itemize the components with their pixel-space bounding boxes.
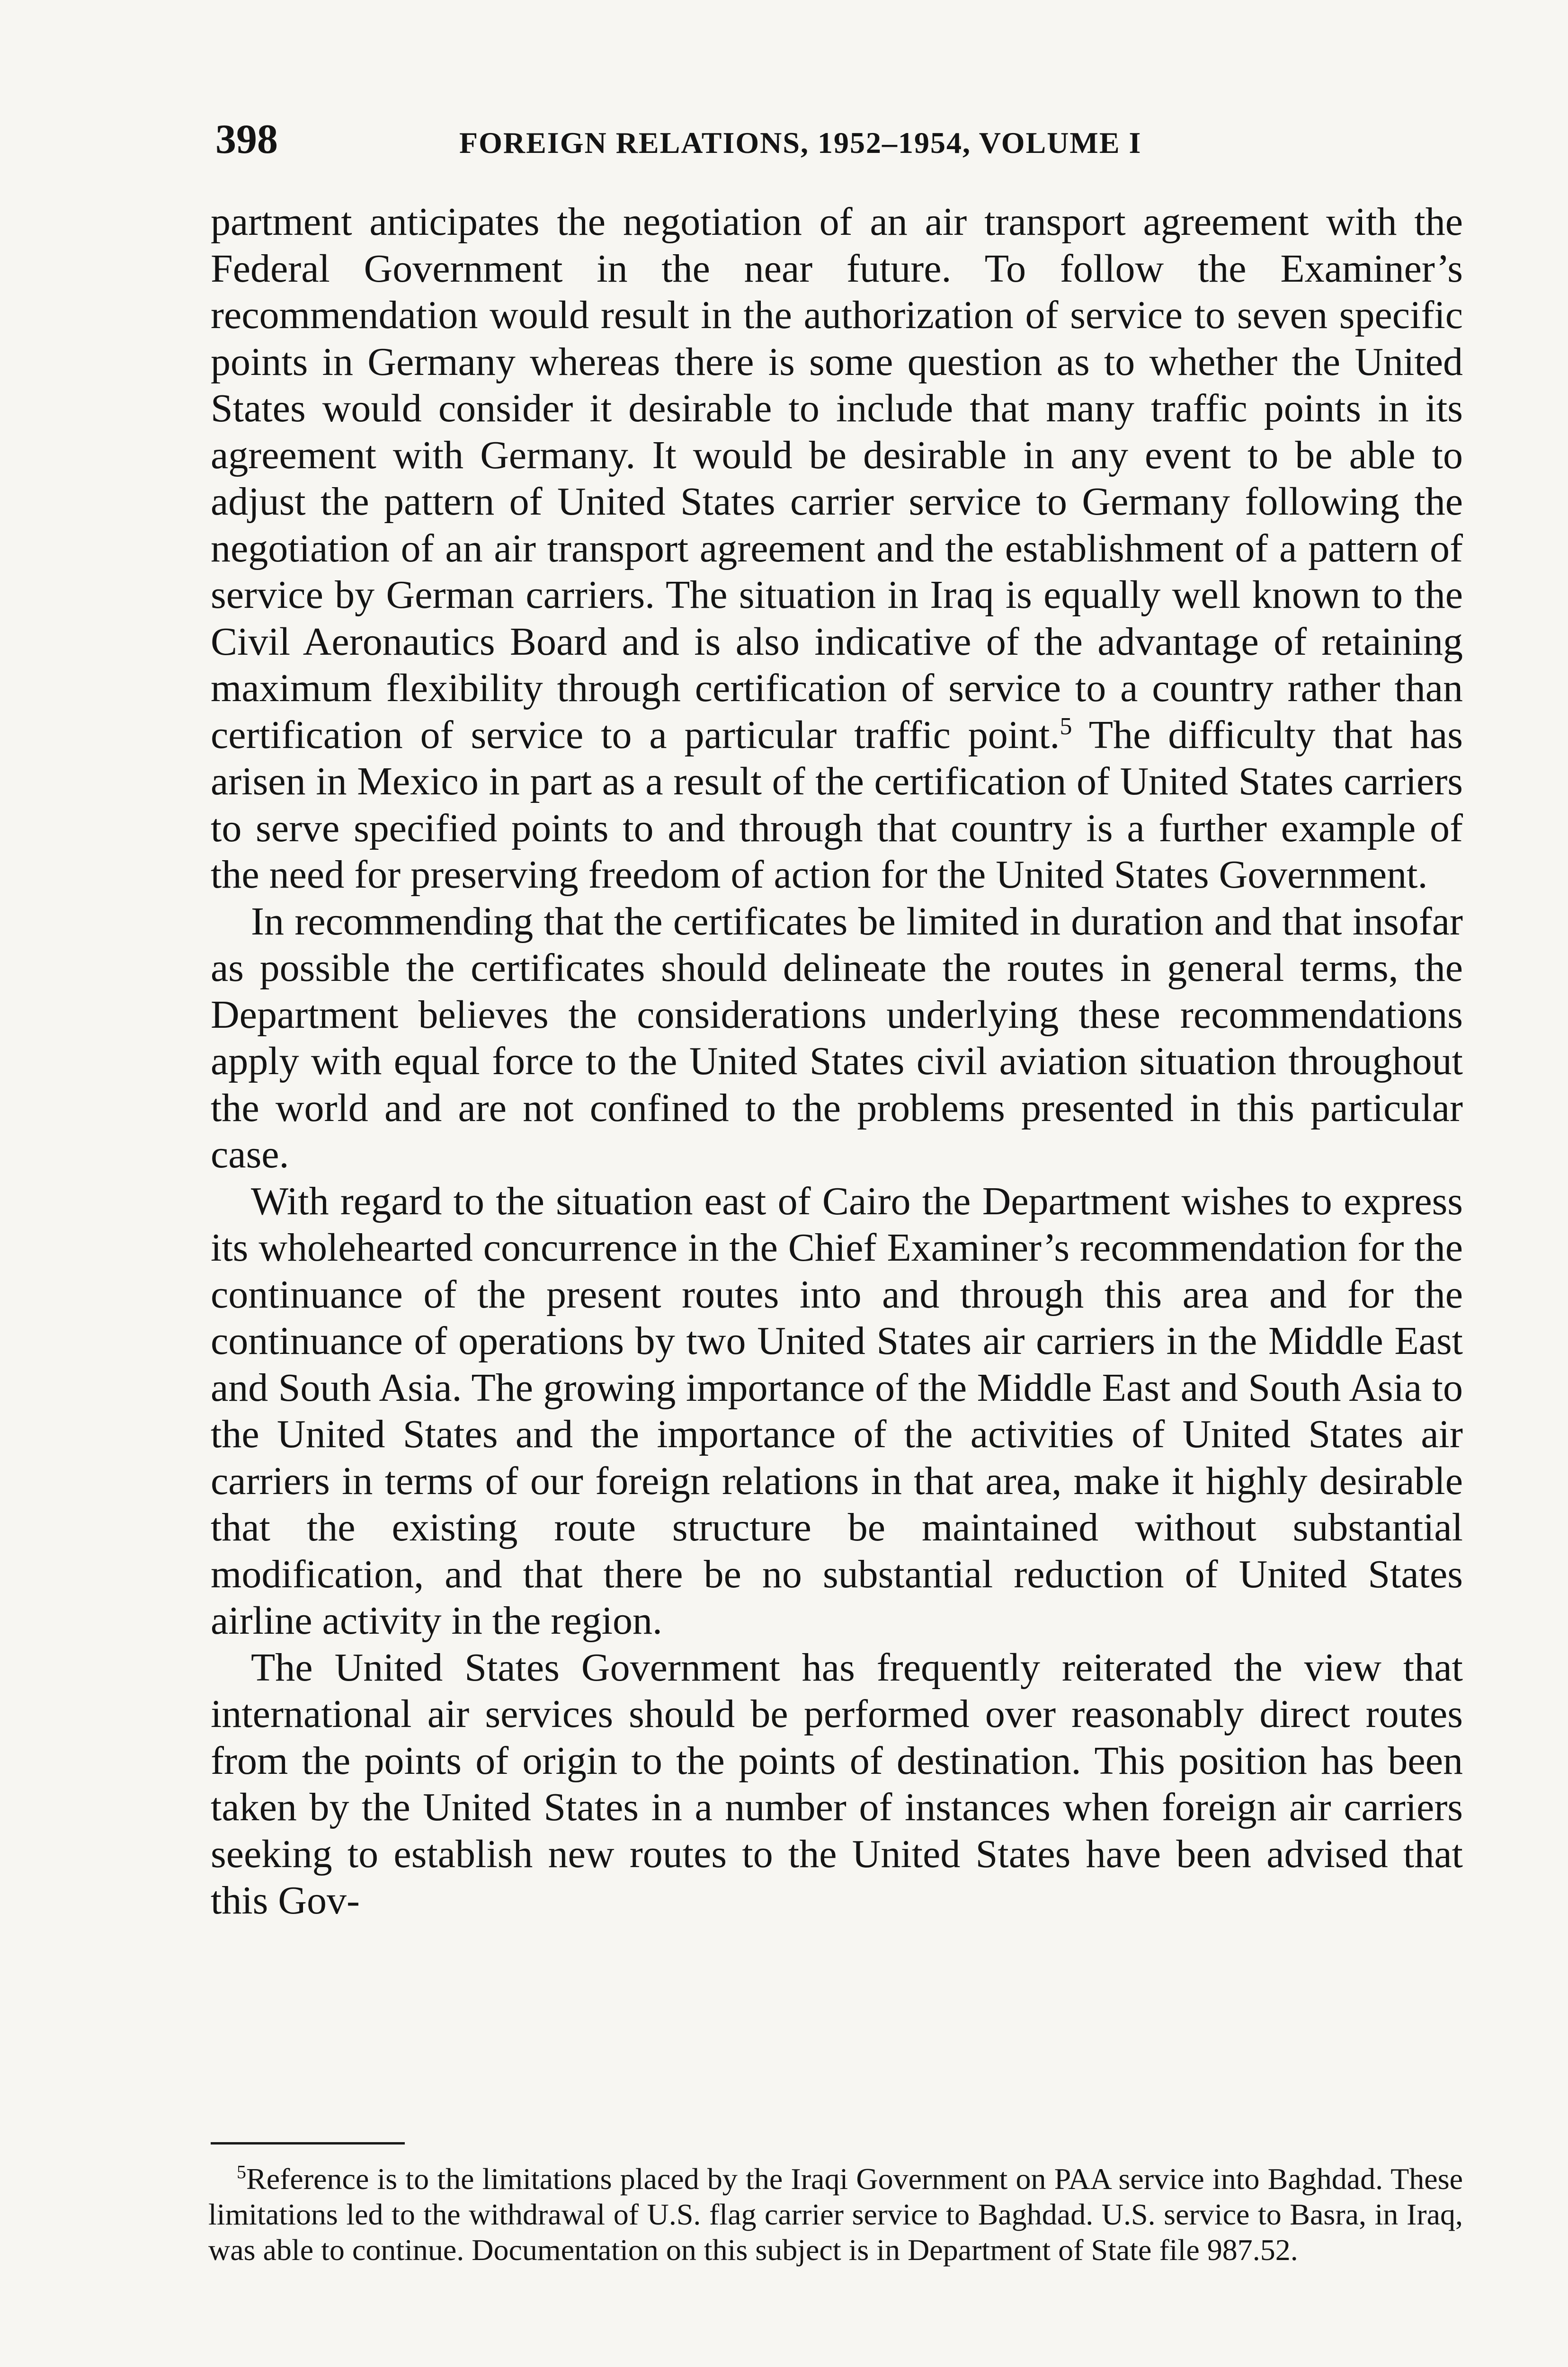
footnote-reference: 5 [1060, 712, 1072, 740]
paragraph-3: With regard to the situation east of Cairo the Department wishes to express its wholehearted concurrence in the Chief Examiner’s recommendation for the continuance of the present routes into and through this area and for the continuance of operations by two United States air carriers in the Middle East and South Asia. The growing importance of the Middle East and South Asia to the United States and the importance of the activities of United States air carriers in terms of our foreign relations in that area, make it highly desirable that the existing route structure be maintained without substantial modification, and that there be no substantial reduction of United States airline activity in the region. [211, 1179, 1463, 1643]
footnote-text: Reference is to the limitations placed by the Iraqi Government on PAA service into Baghdad. These limitations led to the withdrawal of U.S. flag carrier service to Baghdad. U.S. service to Basra, in Iraq, was able to continue. Documentation on this subject is in Department of State file 987.52. [208, 2162, 1463, 2267]
paragraph-1 [211, 199, 1463, 899]
footnote [208, 2161, 1463, 2268]
paragraph-1-part-2: The difficulty that has arisen in Mexico in part as a result of the certification of United States carriers to serve specified points to and through that country is a further example of the need for preserving freedom of action for the United States Government. [211, 712, 1463, 897]
footnote-divider [211, 2142, 405, 2145]
body-text [211, 199, 1463, 1924]
paragraph-4: The United States Government has frequently reiterated the view that international air services should be performed over reasonably direct routes from the points of origin to the points of destination. This position has been taken by the United States in a number of instances when foreign air carriers seeking to establish new routes to the United States have been advised that this Gov- [211, 1645, 1463, 1922]
paragraph-1-part-1: partment anticipates the negotiation of an air transport agreement with the Federal Government in the near future. To follow the Examiner’s recommendation would result in the authorization of service to seven specific points in Germany whereas there is some question as to whether the United States would consider it desirable to include that many traffic points in its agreement with Germany. It would be desirable in any event to be able to adjust the pattern of United States carrier service to Germany following the negotiation of an air transport agreement and the establishment of a pattern of service by German carriers. The situation in Iraq is equally well known to the Civil Aeronautics Board and is also indicative of the advantage of retaining maximum flexibility through certification of service to a country rather than certification of service to a particular traffic point. [211, 200, 1463, 757]
paragraph-2: In recommending that the certificates be limited in duration and that insofar as possible the certificates should delineate the routes in general terms, the Department believes the considerations underlying these recommendations apply with equal force to the United States civil aviation situation throughout the world and are not confined to the problems presented in this particular case. [211, 899, 1463, 1176]
page-header [215, 114, 1465, 166]
page-number: 398 [215, 116, 278, 162]
footnote-number: 5 [237, 2161, 246, 2183]
running-head: FOREIGN RELATIONS, 1952–1954, VOLUME I [459, 126, 1142, 160]
